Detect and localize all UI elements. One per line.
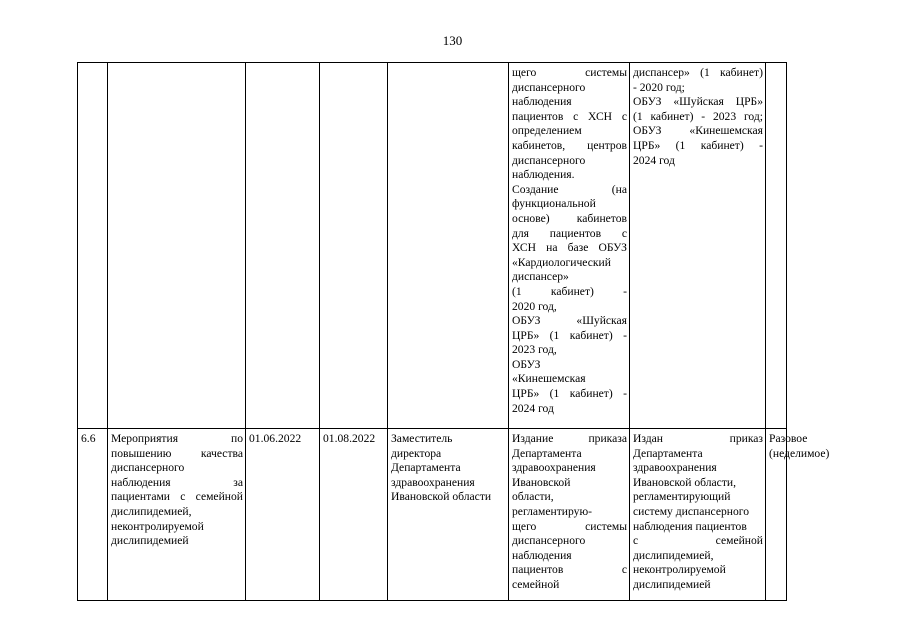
actual-result-cell: диспансер» (1 кабинет) - 2020 год; ОБУЗ «Шуйская ЦРБ» (1 кабинет) - 2023 год; ОБУЗ «Кинешемская ЦРБ» (1 кабинет) - 2024 год: [630, 63, 766, 429]
type-cell: Разовое (неделимое): [766, 429, 787, 601]
end-date-cell: 01.08.2022: [320, 429, 388, 601]
measure-cell: [108, 63, 246, 429]
row-number-cell: [78, 63, 108, 429]
type-cell: [766, 63, 787, 429]
result-cell: Издание приказа Департамента здравоохранения Ивановской области, регламентирую- щего системы диспансерного наблюдения пациентов с семейной: [509, 429, 630, 601]
measures-table: [77, 62, 830, 601]
result-cell: щего системы диспансерного наблюдения пациентов с ХСН с определением кабинетов, центров диспансерного наблюдения. Создание (на функциональной основе) кабинетов для пациентов с ХСН на базе ОБУЗ «Кардиологический диспансер» (1 кабинет) - 2020 год, ОБУЗ «Шуйская ЦРБ» (1 кабинет) - 2023 год, ОБУЗ «Кинешемская ЦРБ» (1 кабинет) - 2024 год: [509, 63, 630, 429]
page-number: 130: [442, 33, 463, 48]
start-date-cell: [246, 63, 320, 429]
start-date-cell: 01.06.2022: [246, 429, 320, 601]
table-row: [78, 429, 787, 601]
row-number-cell: 6.6: [78, 429, 108, 601]
measure-cell: Мероприятия по повышению качества диспансерного наблюдения за пациентами с семейной дислипидемией, неконтролируемой дислипидемией: [108, 429, 246, 601]
responsible-cell: Заместитель директора Департамента здравоохранения Ивановской области: [388, 429, 509, 601]
responsible-cell: [388, 63, 509, 429]
actual-result-cell: Издан приказ Департамента здравоохранения Ивановской области, регламентирующий систему диспансерного наблюдения пациентов с семейной дислипидемией, неконтролируемой дислипидемией: [630, 429, 766, 601]
table-row: [78, 63, 787, 429]
end-date-cell: [320, 63, 388, 429]
